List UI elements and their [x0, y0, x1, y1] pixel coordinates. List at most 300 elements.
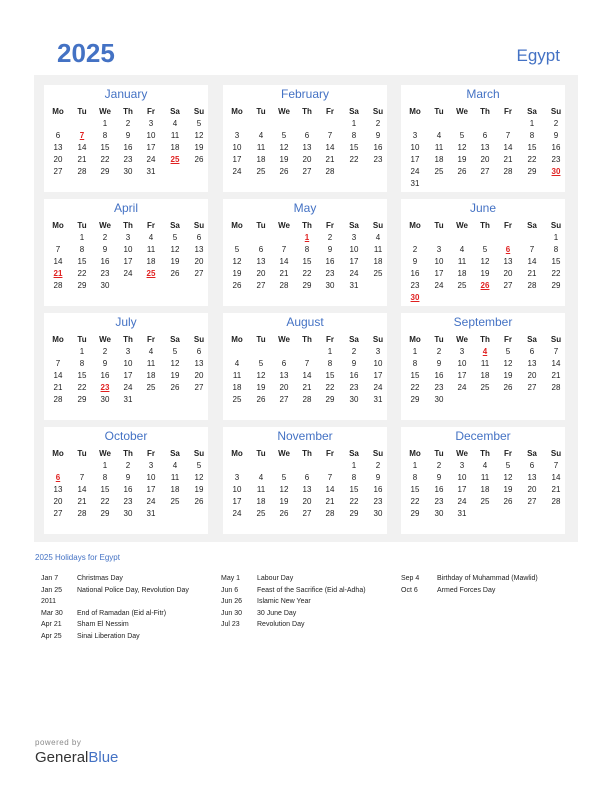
day-cell: 6 [196, 347, 202, 356]
weekday-header: Tu [256, 449, 266, 458]
day-cell: 17 [123, 257, 133, 266]
month-title: January [104, 87, 148, 101]
day-cell: 9 [436, 359, 442, 368]
weekday-header: We [278, 107, 290, 116]
day-cell: 20 [302, 497, 312, 506]
day-cell: 2 [327, 233, 333, 242]
day-cell: 7 [327, 131, 333, 140]
weekday-header: Th [302, 221, 312, 230]
day-cell: 21 [325, 497, 335, 506]
weekday-header: We [456, 221, 468, 230]
holiday-day-cell: 30 [551, 167, 561, 176]
holiday-date: Oct 6 [401, 586, 418, 594]
holiday-column [221, 573, 411, 631]
day-cell: 17 [457, 371, 467, 380]
day-cell: 31 [410, 179, 420, 188]
day-cell: 3 [148, 119, 154, 128]
weekday-header: Fr [504, 221, 512, 230]
weekday-header: Tu [434, 335, 444, 344]
day-cell: 24 [232, 509, 242, 518]
holiday-name: End of Ramadan (Eid al-Fitr) [77, 609, 167, 617]
weekday-header: We [99, 107, 111, 116]
day-cell: 17 [232, 155, 242, 164]
day-cell: 27 [194, 269, 204, 278]
day-cell: 1 [412, 347, 418, 356]
day-cell: 8 [412, 359, 418, 368]
day-cell: 14 [53, 371, 63, 380]
day-cell: 28 [527, 281, 537, 290]
weekday-header: Sa [170, 221, 180, 230]
holiday-column [41, 573, 231, 642]
day-cell: 7 [79, 473, 85, 482]
month-february [223, 85, 387, 192]
day-cell: 5 [258, 359, 264, 368]
day-cell: 11 [146, 359, 156, 368]
day-cell: 11 [457, 257, 467, 266]
day-cell: 23 [100, 269, 110, 278]
month-november [223, 427, 387, 534]
day-cell: 8 [79, 359, 85, 368]
day-cell: 8 [79, 245, 85, 254]
generalblue-logo[interactable] [35, 749, 118, 766]
day-cell: 13 [256, 257, 266, 266]
weekday-header: Tu [77, 221, 87, 230]
day-cell: 24 [123, 269, 133, 278]
day-cell: 11 [480, 473, 490, 482]
day-cell: 2 [125, 119, 131, 128]
day-cell: 3 [125, 233, 131, 242]
weekday-header: Fr [504, 335, 512, 344]
holiday-day-cell: 6 [505, 245, 511, 254]
day-cell: 11 [170, 131, 180, 140]
day-cell: 24 [457, 497, 467, 506]
day-cell: 25 [434, 167, 444, 176]
day-cell: 10 [146, 473, 156, 482]
weekday-header: Su [193, 107, 205, 116]
day-cell: 5 [281, 131, 287, 140]
day-cell: 6 [529, 461, 535, 470]
day-cell: 28 [325, 509, 335, 518]
weekday-header: Mo [231, 335, 243, 344]
weekday-header: Th [480, 107, 490, 116]
day-cell: 26 [194, 497, 204, 506]
day-cell: 20 [194, 371, 204, 380]
weekday-header: Mo [409, 449, 421, 458]
day-cell: 8 [553, 245, 559, 254]
day-cell: 5 [482, 245, 488, 254]
weekday-header: We [278, 335, 290, 344]
day-cell: 3 [125, 347, 131, 356]
day-cell: 12 [194, 473, 204, 482]
day-cell: 9 [436, 473, 442, 482]
day-cell: 12 [279, 485, 289, 494]
weekday-header: Th [302, 335, 312, 344]
holiday-item [41, 585, 231, 597]
day-cell: 29 [100, 509, 110, 518]
weekday-header: We [99, 449, 111, 458]
day-cell: 31 [123, 395, 133, 404]
day-cell: 27 [194, 383, 204, 392]
day-cell: 27 [279, 395, 289, 404]
month-april [44, 199, 208, 306]
day-cell: 21 [77, 497, 87, 506]
day-cell: 13 [194, 245, 204, 254]
day-cell: 16 [123, 485, 133, 494]
day-cell: 10 [146, 131, 156, 140]
weekday-header: Fr [147, 107, 155, 116]
day-cell: 24 [349, 269, 359, 278]
day-cell: 16 [373, 485, 383, 494]
day-cell: 1 [529, 119, 535, 128]
day-cell: 22 [527, 155, 537, 164]
day-cell: 20 [302, 155, 312, 164]
day-cell: 5 [505, 347, 511, 356]
day-cell: 8 [327, 359, 333, 368]
day-cell: 13 [527, 359, 537, 368]
day-cell: 12 [194, 131, 204, 140]
day-cell: 21 [53, 383, 63, 392]
day-cell: 2 [436, 347, 442, 356]
day-cell: 19 [480, 269, 490, 278]
day-cell: 15 [349, 143, 359, 152]
day-cell: 20 [527, 485, 537, 494]
day-cell: 2 [102, 233, 108, 242]
day-cell: 16 [325, 257, 335, 266]
day-cell: 24 [232, 167, 242, 176]
weekday-header: Mo [231, 107, 243, 116]
weekday-header: Tu [256, 221, 266, 230]
day-cell: 9 [412, 257, 418, 266]
holiday-item [41, 608, 231, 620]
day-cell: 27 [527, 383, 537, 392]
day-cell: 14 [77, 485, 87, 494]
holidays-title: 2025 Holidays for Egypt [35, 553, 120, 562]
day-cell: 7 [281, 245, 287, 254]
holiday-name: Islamic New Year [257, 598, 311, 605]
day-cell: 19 [256, 383, 266, 392]
day-cell: 2 [351, 347, 357, 356]
day-cell: 21 [503, 155, 513, 164]
month-january [44, 85, 208, 192]
day-cell: 4 [148, 347, 154, 356]
day-cell: 23 [349, 383, 359, 392]
day-cell: 9 [375, 473, 381, 482]
day-cell: 26 [170, 383, 180, 392]
day-cell: 9 [125, 131, 131, 140]
weekday-header: Fr [504, 449, 512, 458]
day-cell: 14 [527, 257, 537, 266]
holiday-name: National Police Day, Revolution Day [77, 586, 189, 594]
day-cell: 15 [100, 485, 110, 494]
holiday-name: Revolution Day [257, 621, 305, 628]
day-cell: 25 [256, 509, 266, 518]
day-cell: 24 [146, 497, 156, 506]
day-cell: 19 [457, 155, 467, 164]
day-cell: 17 [349, 257, 359, 266]
month-december [401, 427, 565, 534]
day-cell: 4 [258, 131, 264, 140]
day-cell: 4 [234, 359, 240, 368]
day-cell: 21 [302, 383, 312, 392]
weekday-header: We [99, 335, 111, 344]
holiday-item [401, 573, 591, 585]
day-cell: 28 [77, 167, 87, 176]
day-cell: 26 [279, 167, 289, 176]
weekday-header: We [456, 107, 468, 116]
holiday-name: Feast of the Sacrifice (Eid al-Adha) [257, 586, 366, 594]
day-cell: 23 [325, 269, 335, 278]
day-cell: 10 [123, 245, 133, 254]
weekday-header: Sa [170, 449, 180, 458]
weekday-header: Su [372, 335, 384, 344]
holiday-item [41, 631, 231, 643]
day-cell: 25 [170, 497, 180, 506]
holiday-item [221, 608, 411, 620]
day-cell: 5 [172, 347, 178, 356]
weekday-header: Th [480, 221, 490, 230]
day-cell: 3 [351, 233, 357, 242]
day-cell: 28 [302, 395, 312, 404]
day-cell: 28 [503, 167, 513, 176]
day-cell: 14 [53, 257, 63, 266]
weekday-header: Sa [527, 449, 537, 458]
month-title: April [113, 201, 138, 215]
day-cell: 13 [279, 371, 289, 380]
day-cell: 7 [55, 359, 61, 368]
weekday-header: Fr [326, 107, 334, 116]
weekday-header: Su [550, 221, 562, 230]
day-cell: 11 [232, 371, 242, 380]
day-cell: 19 [279, 155, 289, 164]
weekday-header: Su [550, 107, 562, 116]
day-cell: 5 [196, 461, 202, 470]
day-cell: 14 [325, 485, 335, 494]
day-cell: 28 [53, 395, 63, 404]
day-cell: 5 [196, 119, 202, 128]
holiday-name: Birthday of Muhammad (Mawlid) [437, 575, 538, 582]
day-cell: 2 [102, 347, 108, 356]
day-cell: 28 [551, 383, 561, 392]
weekday-header: Th [302, 449, 312, 458]
month-title: July [115, 315, 137, 329]
month-may [223, 199, 387, 306]
day-cell: 25 [480, 383, 490, 392]
weekday-header: Su [372, 449, 384, 458]
day-cell: 12 [232, 257, 242, 266]
day-cell: 3 [375, 347, 381, 356]
day-cell: 12 [170, 245, 180, 254]
day-cell: 16 [373, 143, 383, 152]
day-cell: 5 [172, 233, 178, 242]
day-cell: 13 [480, 143, 490, 152]
month-june [401, 199, 565, 306]
brand-general: General [35, 749, 89, 766]
weekday-header: Su [550, 449, 562, 458]
weekday-header: Su [193, 449, 205, 458]
day-cell: 18 [146, 371, 156, 380]
day-cell: 20 [53, 497, 63, 506]
day-cell: 12 [503, 359, 513, 368]
weekday-header: Su [193, 335, 205, 344]
weekday-header: Mo [409, 107, 421, 116]
day-cell: 22 [77, 383, 87, 392]
day-cell: 11 [480, 359, 490, 368]
holiday-day-cell: 4 [482, 347, 488, 356]
day-cell: 5 [281, 473, 287, 482]
month-august [223, 313, 387, 420]
day-cell: 29 [325, 395, 335, 404]
day-cell: 9 [102, 245, 108, 254]
weekday-header: Tu [256, 107, 266, 116]
day-cell: 6 [281, 359, 287, 368]
day-cell: 29 [100, 167, 110, 176]
day-cell: 25 [146, 383, 156, 392]
day-cell: 13 [194, 359, 204, 368]
day-cell: 29 [302, 281, 312, 290]
weekday-header: Fr [326, 449, 334, 458]
day-cell: 18 [146, 257, 156, 266]
month-title: March [466, 87, 500, 101]
day-cell: 30 [123, 509, 133, 518]
day-cell: 19 [279, 497, 289, 506]
day-cell: 4 [258, 473, 264, 482]
weekday-header: Tu [434, 449, 444, 458]
day-cell: 26 [457, 167, 467, 176]
month-title: June [469, 201, 497, 215]
day-cell: 6 [55, 131, 61, 140]
day-cell: 23 [373, 155, 383, 164]
weekday-header: Mo [409, 221, 421, 230]
day-cell: 18 [256, 155, 266, 164]
day-cell: 2 [553, 119, 559, 128]
holiday-name: Sham El Nessim [77, 621, 129, 628]
holiday-date: Apr 25 [41, 632, 62, 640]
holiday-date: Jun 30 [221, 609, 243, 617]
year-title: 2025 [57, 38, 115, 68]
day-cell: 26 [256, 395, 266, 404]
day-cell: 5 [234, 245, 240, 254]
month-september [401, 313, 565, 420]
day-cell: 7 [304, 359, 310, 368]
day-cell: 23 [123, 497, 133, 506]
day-cell: 7 [553, 461, 559, 470]
day-cell: 24 [373, 383, 383, 392]
day-cell: 26 [279, 509, 289, 518]
day-cell: 6 [196, 233, 202, 242]
day-cell: 20 [480, 155, 490, 164]
day-cell: 8 [351, 131, 357, 140]
day-cell: 30 [434, 509, 444, 518]
holiday-date: Apr 21 [41, 621, 62, 628]
holiday-name: Armed Forces Day [437, 586, 496, 594]
holiday-date: Jun 6 [221, 586, 239, 594]
holiday-item [401, 585, 591, 597]
day-cell: 14 [551, 359, 561, 368]
day-cell: 22 [325, 383, 335, 392]
country-title: Egypt [516, 46, 560, 65]
day-cell: 22 [551, 269, 561, 278]
day-cell: 27 [480, 167, 490, 176]
day-cell: 14 [503, 143, 513, 152]
holiday-item [41, 573, 231, 585]
day-cell: 29 [410, 395, 420, 404]
weekday-header: Su [193, 221, 205, 230]
powered-by-label: powered by [35, 738, 82, 747]
day-cell: 7 [505, 131, 511, 140]
day-cell: 14 [325, 143, 335, 152]
day-cell: 3 [234, 131, 240, 140]
day-cell: 4 [172, 119, 178, 128]
day-cell: 13 [527, 473, 537, 482]
day-cell: 11 [256, 143, 266, 152]
day-cell: 1 [351, 461, 357, 470]
day-cell: 27 [527, 497, 537, 506]
day-cell: 4 [482, 461, 488, 470]
day-cell: 9 [351, 359, 357, 368]
holiday-day-cell: 23 [100, 383, 110, 392]
day-cell: 11 [170, 473, 180, 482]
weekday-header: Tu [77, 107, 87, 116]
day-cell: 15 [77, 371, 87, 380]
weekday-header: Mo [52, 449, 64, 458]
day-cell: 12 [457, 143, 467, 152]
day-cell: 3 [436, 245, 442, 254]
day-cell: 14 [77, 143, 87, 152]
day-cell: 22 [77, 269, 87, 278]
day-cell: 19 [503, 485, 513, 494]
day-cell: 15 [551, 257, 561, 266]
weekday-header: We [278, 449, 290, 458]
day-cell: 24 [410, 167, 420, 176]
day-cell: 10 [457, 473, 467, 482]
day-cell: 16 [349, 371, 359, 380]
day-cell: 20 [527, 371, 537, 380]
weekday-header: Th [302, 107, 312, 116]
day-cell: 27 [503, 281, 513, 290]
day-cell: 30 [100, 395, 110, 404]
weekday-header: Th [123, 335, 133, 344]
holiday-day-cell: 21 [53, 269, 63, 278]
holiday-item [41, 596, 231, 608]
day-cell: 13 [53, 143, 63, 152]
day-cell: 30 [373, 509, 383, 518]
holiday-day-cell: 30 [410, 293, 420, 302]
day-cell: 9 [327, 245, 333, 254]
weekday-header: We [278, 221, 290, 230]
day-cell: 2 [436, 461, 442, 470]
day-cell: 8 [102, 473, 108, 482]
day-cell: 31 [457, 509, 467, 518]
day-cell: 26 [170, 269, 180, 278]
day-cell: 25 [373, 269, 383, 278]
day-cell: 23 [123, 155, 133, 164]
day-cell: 18 [256, 497, 266, 506]
day-cell: 20 [256, 269, 266, 278]
month-july [44, 313, 208, 420]
holiday-day-cell: 7 [79, 131, 85, 140]
weekday-header: Fr [147, 449, 155, 458]
month-october [44, 427, 208, 534]
day-cell: 15 [325, 371, 335, 380]
month-title: December [455, 429, 511, 443]
day-cell: 6 [482, 131, 488, 140]
weekday-header: Sa [170, 335, 180, 344]
day-cell: 18 [480, 371, 490, 380]
day-cell: 9 [375, 131, 381, 140]
day-cell: 19 [170, 257, 180, 266]
weekday-header: Sa [527, 335, 537, 344]
weekday-header: Sa [527, 221, 537, 230]
